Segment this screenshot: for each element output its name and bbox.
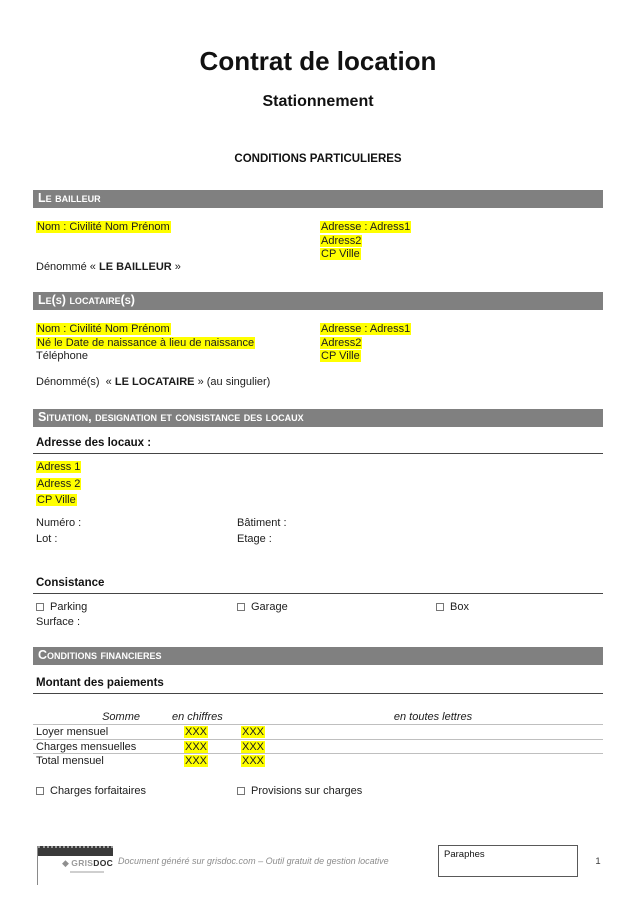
locaux-adresse-ligne2: Adress 2 [37,477,81,490]
locataire-denomme-prefix: Dénommé(s) « [36,376,115,388]
loyer-chiffres-placeholder: XXX [185,726,208,738]
locaux-adresse-ligne1: Adress 1 [37,461,81,473]
checkbox-parking[interactable] [36,601,87,613]
lot-label: Lot : [36,533,58,545]
cube-icon: ◆ [62,858,69,868]
locataire-denomme-suffix: » (au singulier) [194,376,271,388]
table-row-label: Loyer mensuel [36,726,109,738]
adresse-locaux-rule [33,453,603,454]
charges-lettres-placeholder: XXX [242,741,265,753]
table-line [33,739,603,740]
adresse-locaux-heading: Adresse des locaux : [36,437,152,449]
batiment-label: Bâtiment : [237,517,287,529]
charges-chiffres-placeholder: XXX [185,741,208,753]
table-row-lettres [241,726,265,739]
locataire-naissance-placeholder: Né le Date de naissance à lieu de naissance [37,336,255,349]
montant-rule [33,693,603,694]
table-row-chiffres [184,726,208,739]
consistance-rule [33,593,603,594]
bailleur-denomme-suffix: » [171,261,181,273]
etage-label: Etage : [237,533,272,545]
table-header-somme: Somme [102,711,140,723]
page-subtitle: Stationnement [262,93,374,110]
garage-checkbox-label: Garage [251,601,288,613]
locaux-adresse-ligne3: CP Ville [37,494,76,506]
total-chiffres-placeholder: XXX [185,755,208,767]
parking-checkbox-label: Parking [50,601,88,613]
section-bar-locaux: Situation, designation et consistance des locaux [33,409,603,427]
checkbox-charges-forfaitaires[interactable] [36,785,146,797]
section-bar-locataire: Le(s) locataire(s) [33,292,603,310]
charges-forfaitaires-checkbox-icon[interactable] [36,787,44,795]
conditions-heading: CONDITIONS PARTICULIERES [234,153,402,165]
bailleur-nom-placeholder: Nom : Civilité Nom Prénom [37,221,170,233]
table-header-chiffres: en chiffres [172,711,223,723]
section-bar-financier: Conditions financieres [33,647,603,665]
checkbox-box[interactable] [436,601,469,613]
garage-checkbox-icon[interactable] [237,603,245,611]
bailleur-adresse-ligne3: CP Ville [321,248,360,260]
table-row-chiffres [184,755,208,768]
bailleur-adresse-ligne2: Adress2 [321,234,362,247]
footer-disclaimer: Document généré sur grisdoc.com – Outil gratuit de gestion locative [118,856,389,866]
locataire-nom-placeholder: Nom : Civilité Nom Prénom [37,323,170,335]
locataire-adresse-ligne1: Adresse : Adress1 [321,323,411,335]
consistance-heading: Consistance [36,577,105,589]
locaux-adresse [36,459,81,509]
grisdoc-logo [62,858,113,868]
page-title: Contrat de location [199,46,437,76]
table-row-label: Total mensuel [36,755,104,767]
paraphes-label: Paraphes [444,849,485,860]
paiements-table [33,710,603,772]
bailleur-denomme [36,261,181,273]
loyer-lettres-placeholder: XXX [242,726,265,738]
logo-tagline [70,871,104,873]
table-line [33,753,603,754]
numero-label: Numéro : [36,517,82,529]
charges-forfaitaires-label: Charges forfaitaires [50,785,146,797]
locataire-identite [36,323,255,364]
checkbox-provisions[interactable] [237,785,362,797]
bailleur-adresse [320,221,411,262]
table-line [33,724,603,725]
paraphes-box [438,845,578,877]
checkbox-garage[interactable] [237,601,288,613]
logo-text-gris: GRIS [71,858,94,868]
bailleur-denomme-name: LE BAILLEUR [98,261,172,273]
logo-text-doc: DOC [93,858,114,868]
logo-top-bar [38,846,113,856]
box-checkbox-icon[interactable] [436,603,444,611]
parking-checkbox-icon[interactable] [36,603,44,611]
bailleur-adresse-ligne1: Adresse : Adress1 [321,221,411,233]
page-number: 1 [595,856,601,867]
table-row-label: Charges mensuelles [36,741,137,753]
total-lettres-placeholder: XXX [242,755,265,767]
table-row-lettres [241,755,265,768]
surface-label: Surface : [36,616,81,628]
locataire-adresse [320,323,411,364]
bailleur-denomme-prefix: Dénommé « [36,261,99,273]
section-bar-bailleur: Le bailleur [33,190,603,208]
bailleur-nom [36,221,171,233]
box-checkbox-label: Box [450,601,469,613]
locataire-adresse-ligne3: CP Ville [321,350,360,362]
table-header-lettres: en toutes lettres [393,711,473,723]
locataire-denomme [36,376,270,388]
provisions-checkbox-icon[interactable] [237,787,245,795]
locataire-denomme-name: LE LOCATAIRE [114,376,195,388]
montant-heading: Montant des paiements [36,677,164,689]
locataire-adresse-ligne2: Adress2 [321,336,362,349]
locataire-telephone-label: Téléphone [36,350,88,362]
provisions-label: Provisions sur charges [251,785,363,797]
